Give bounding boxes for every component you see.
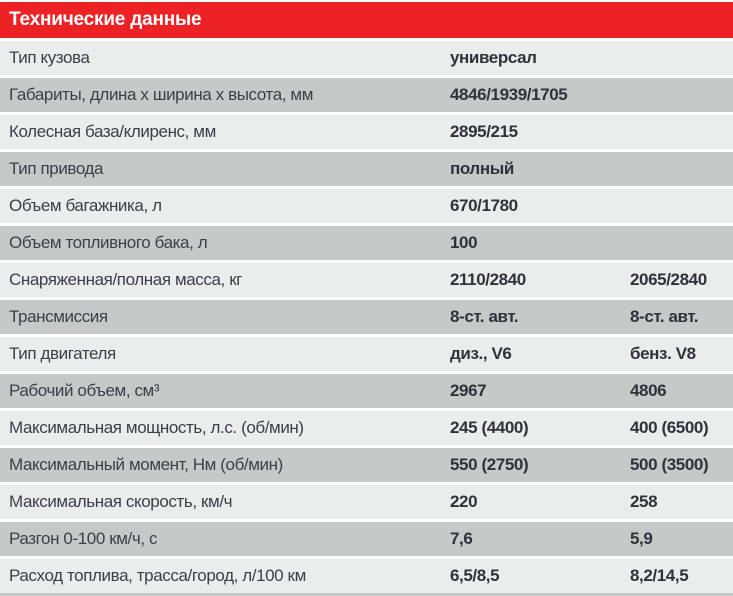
spec-value-col2: 4806 xyxy=(630,381,667,400)
table-row xyxy=(0,189,733,223)
spec-value-col1: 550 (2750) xyxy=(450,455,529,474)
spec-label: Колесная база/клиренс, мм xyxy=(9,122,216,141)
spec-label: Снаряженная/полная масса, кг xyxy=(9,270,243,289)
spec-value-col1: 8-ст. авт. xyxy=(450,307,519,326)
spec-value-col1: 2967 xyxy=(450,381,487,400)
spec-value-col1: диз., V6 xyxy=(450,344,512,363)
spec-value-col1: 7,6 xyxy=(450,529,473,548)
spec-label: Максимальная скорость, км/ч xyxy=(9,492,233,511)
table-row xyxy=(0,41,733,75)
table-row xyxy=(0,411,733,445)
table-row xyxy=(0,300,733,334)
spec-value-col2: 2065/2840 xyxy=(630,270,707,289)
spec-value-col1: 245 (4400) xyxy=(450,418,529,437)
spec-label: Расход топлива, трасса/город, л/100 км xyxy=(9,566,306,585)
table-row xyxy=(0,78,733,112)
spec-value-col2: 258 xyxy=(630,492,658,511)
spec-value-col1: 670/1780 xyxy=(450,196,518,215)
table-row xyxy=(0,115,733,149)
spec-label: Максимальный момент, Нм (об/мин) xyxy=(9,455,283,474)
spec-value-col1: 4846/1939/1705 xyxy=(450,85,568,104)
table-row xyxy=(0,559,733,593)
spec-value-col2: бенз. V8 xyxy=(630,344,696,363)
spec-label: Объем топливного бака, л xyxy=(9,233,208,252)
table-row xyxy=(0,152,733,186)
spec-label: Объем багажника, л xyxy=(9,196,162,215)
spec-value-col1: универсал xyxy=(450,48,537,67)
spec-value-col2: 8,2/14,5 xyxy=(630,566,689,585)
spec-value-col1: полный xyxy=(450,159,514,178)
spec-label: Тип кузова xyxy=(9,48,90,67)
spec-value-col1: 2895/215 xyxy=(450,122,518,141)
specs-table-body xyxy=(0,41,733,593)
table-row xyxy=(0,374,733,408)
spec-label: Тип двигателя xyxy=(9,344,116,363)
spec-value-col2: 500 (3500) xyxy=(630,455,709,474)
table-row xyxy=(0,337,733,371)
spec-label: Разгон 0-100 км/ч, с xyxy=(9,529,158,548)
spec-label: Рабочий объем, см³ xyxy=(9,381,160,400)
spec-value-col1: 100 xyxy=(450,233,478,252)
spec-value-col1: 2110/2840 xyxy=(450,270,526,289)
spec-value-col2: 400 (6500) xyxy=(630,418,709,437)
table-row xyxy=(0,263,733,297)
spec-label: Габариты, длина х ширина х высота, мм xyxy=(9,85,314,104)
table-row xyxy=(0,485,733,519)
table-row xyxy=(0,448,733,482)
spec-label: Трансмиссия xyxy=(9,307,108,326)
spec-value-col1: 220 xyxy=(450,492,478,511)
spec-label: Максимальная мощность, л.с. (об/мин) xyxy=(9,418,304,437)
table-row xyxy=(0,226,733,260)
page-title: Технические данные xyxy=(9,9,202,30)
spec-value-col1: 6,5/8,5 xyxy=(450,566,500,585)
spec-value-col2: 5,9 xyxy=(630,529,653,548)
table-row xyxy=(0,522,733,556)
table-header xyxy=(0,2,733,38)
spec-value-col2: 8-ст. авт. xyxy=(630,307,699,326)
spec-label: Тип привода xyxy=(9,159,104,178)
